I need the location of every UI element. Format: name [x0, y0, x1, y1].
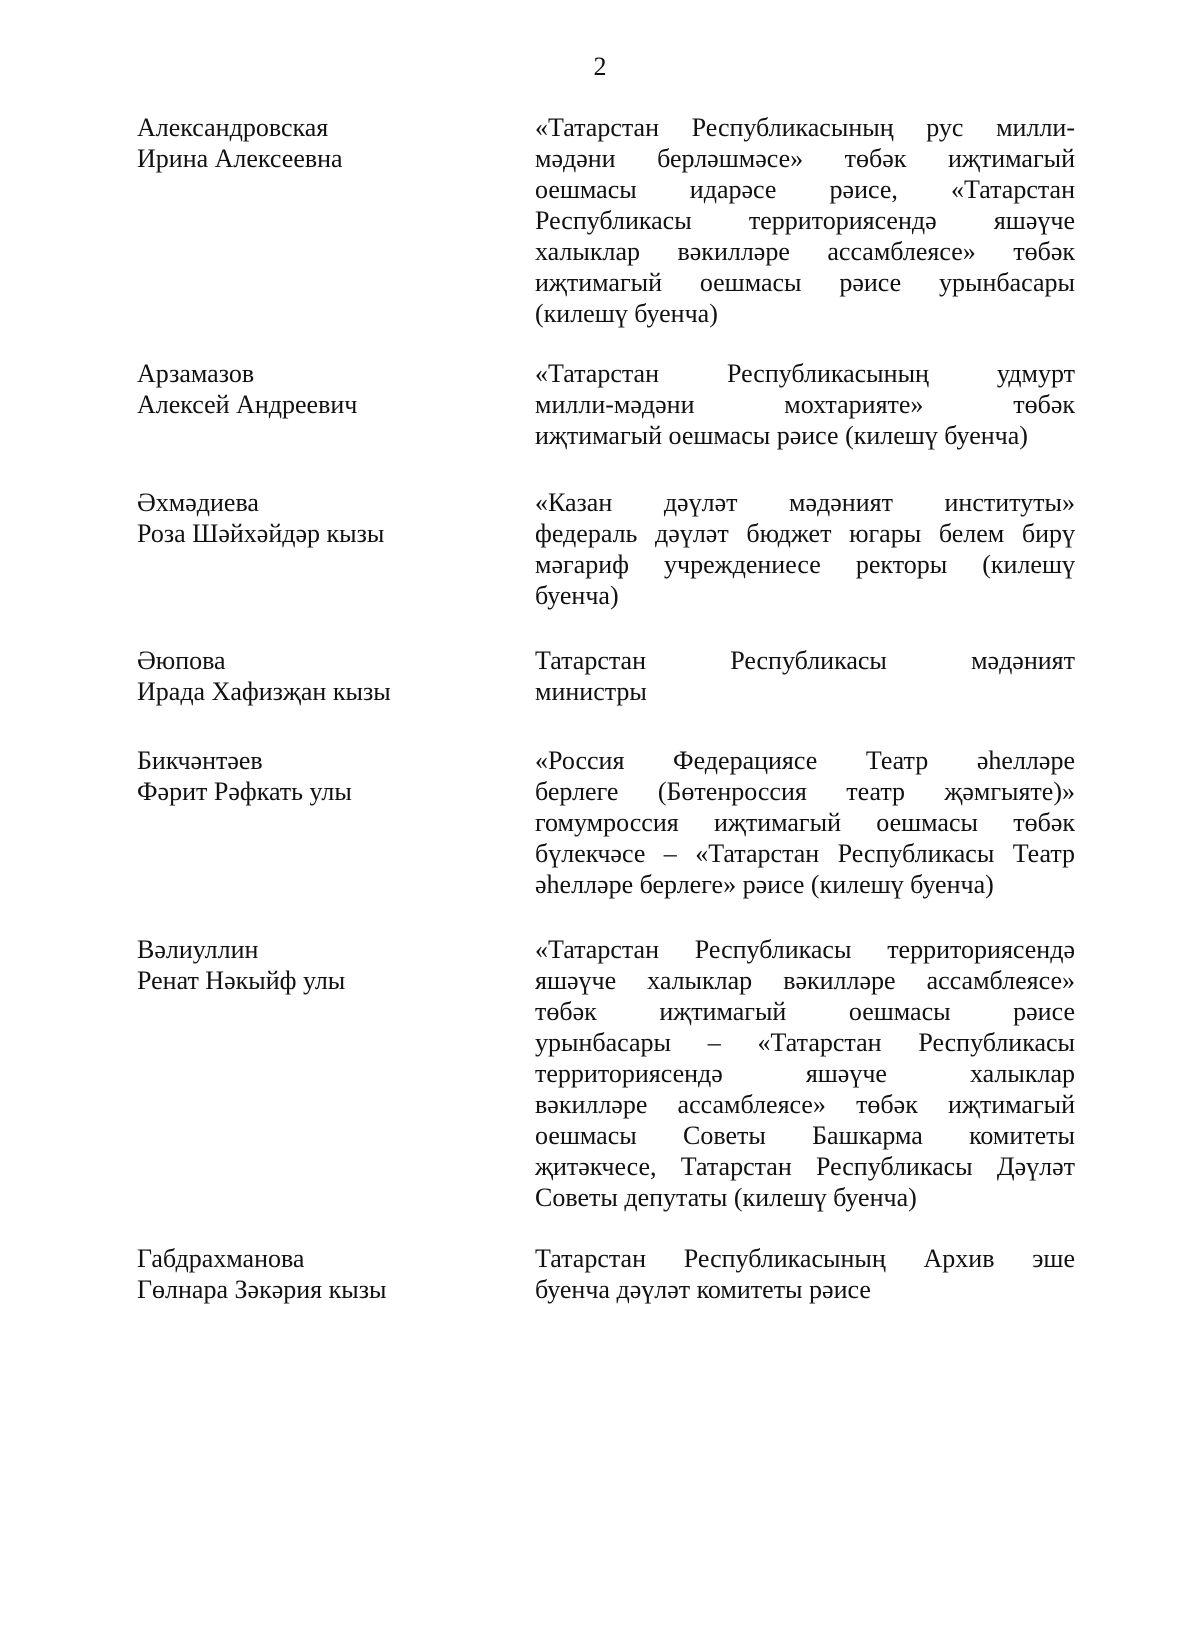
page-number: 2 — [593, 52, 607, 81]
desc-line: территориясендә яшәүче халыклар — [535, 1059, 1075, 1088]
desc-line: вәкилләре ассамблеясе» төбәк иҗтимагый — [535, 1090, 1075, 1119]
desc-line: берлеге (Бөтенроссия театр җәмгыяте)» — [535, 777, 1075, 806]
given-name: Роза Шәйхәйдәр кызы — [137, 519, 385, 548]
given-name: Ренат Нәкыйф улы — [137, 966, 346, 995]
position-description — [535, 358, 1075, 451]
position-description — [535, 1243, 1075, 1305]
desc-line: «Россия Федерациясе Театр әһелләре — [535, 746, 1075, 775]
desc-line: (килешү буенча) — [535, 299, 718, 328]
desc-line: федераль дәүләт бюджет югары белем бирү — [535, 519, 1075, 548]
person-name — [137, 745, 517, 807]
desc-line: мәдәни берләшмәсе» төбәк иҗтимагый — [535, 144, 1075, 173]
person-name — [137, 934, 517, 996]
given-name: Ирада Хафизҗан кызы — [137, 677, 391, 706]
given-name: Фәрит Рәфкать улы — [137, 777, 352, 806]
surname: Габдрахманова — [137, 1244, 305, 1273]
position-description — [535, 645, 1075, 707]
desc-line: яшәүче халыклар вәкилләре ассамблеясе» — [535, 966, 1075, 995]
position-description — [535, 487, 1075, 611]
desc-line: милли-мәдәни мохтарияте» төбәк — [535, 390, 1075, 419]
desc-line: иҗтимагый оешмасы рәисе урынбасары — [535, 268, 1075, 297]
desc-line: халыклар вәкилләре ассамблеясе» төбәк — [535, 237, 1075, 266]
person-name — [137, 358, 517, 420]
desc-line: «Казан дәүләт мәдәният институты» — [535, 488, 1075, 517]
desc-line: «Татарстан Республикасының удмурт — [535, 359, 1075, 388]
person-name — [137, 112, 517, 174]
desc-line: оешмасы Советы Башкарма комитеты — [535, 1121, 1075, 1150]
desc-line: иҗтимагый оешмасы рәисе (килешү буенча) — [535, 421, 1028, 450]
person-name — [137, 645, 517, 707]
surname: Әхмәдиева — [137, 488, 259, 517]
surname: Александровская — [137, 113, 329, 142]
given-name: Ирина Алексеевна — [137, 144, 343, 173]
person-name — [137, 1243, 517, 1305]
desc-line: урынбасары – «Татарстан Республикасы — [535, 1028, 1075, 1057]
desc-line: бүлекчәсе – «Татарстан Республикасы Театр — [535, 839, 1075, 868]
position-description — [535, 112, 1075, 329]
surname: Вәлиуллин — [137, 935, 259, 964]
position-description — [535, 934, 1075, 1213]
given-name: Гөлнара Зәкәрия кызы — [137, 1275, 387, 1304]
desc-line: министры — [535, 677, 647, 706]
surname: Бикчәнтәев — [137, 746, 263, 775]
desc-line: «Татарстан Республикасы территориясендә — [535, 935, 1075, 964]
desc-line: оешмасы идарәсе рәисе, «Татарстан — [535, 175, 1075, 204]
desc-line: буенча дәүләт комитеты рәисе — [535, 1275, 871, 1304]
person-name — [137, 487, 517, 549]
desc-line: Татарстан Республикасының Архив эше — [535, 1244, 1075, 1273]
desc-line: төбәк иҗтимагый оешмасы рәисе — [535, 997, 1075, 1026]
surname: Арзамазов — [137, 359, 255, 388]
given-name: Алексей Андреевич — [137, 390, 358, 419]
desc-line: Советы депутаты (килешү буенча) — [535, 1183, 917, 1212]
desc-line: җитәкчесе, Татарстан Республикасы Дәүләт — [535, 1152, 1075, 1181]
desc-line: гомумроссия иҗтимагый оешмасы төбәк — [535, 808, 1075, 837]
desc-line: Татарстан Республикасы мәдәният — [535, 646, 1075, 675]
desc-line: әһелләре берлеге» рәисе (килешү буенча) — [535, 870, 994, 899]
desc-line: «Татарстан Республикасының рус милли- — [535, 113, 1075, 142]
desc-line: мәгариф учреждениесе ректоры (килешү — [535, 550, 1075, 579]
desc-line: Республикасы территориясендә яшәүче — [535, 206, 1075, 235]
surname: Әюпова — [137, 646, 226, 675]
position-description — [535, 745, 1075, 900]
desc-line: буенча) — [535, 581, 619, 610]
